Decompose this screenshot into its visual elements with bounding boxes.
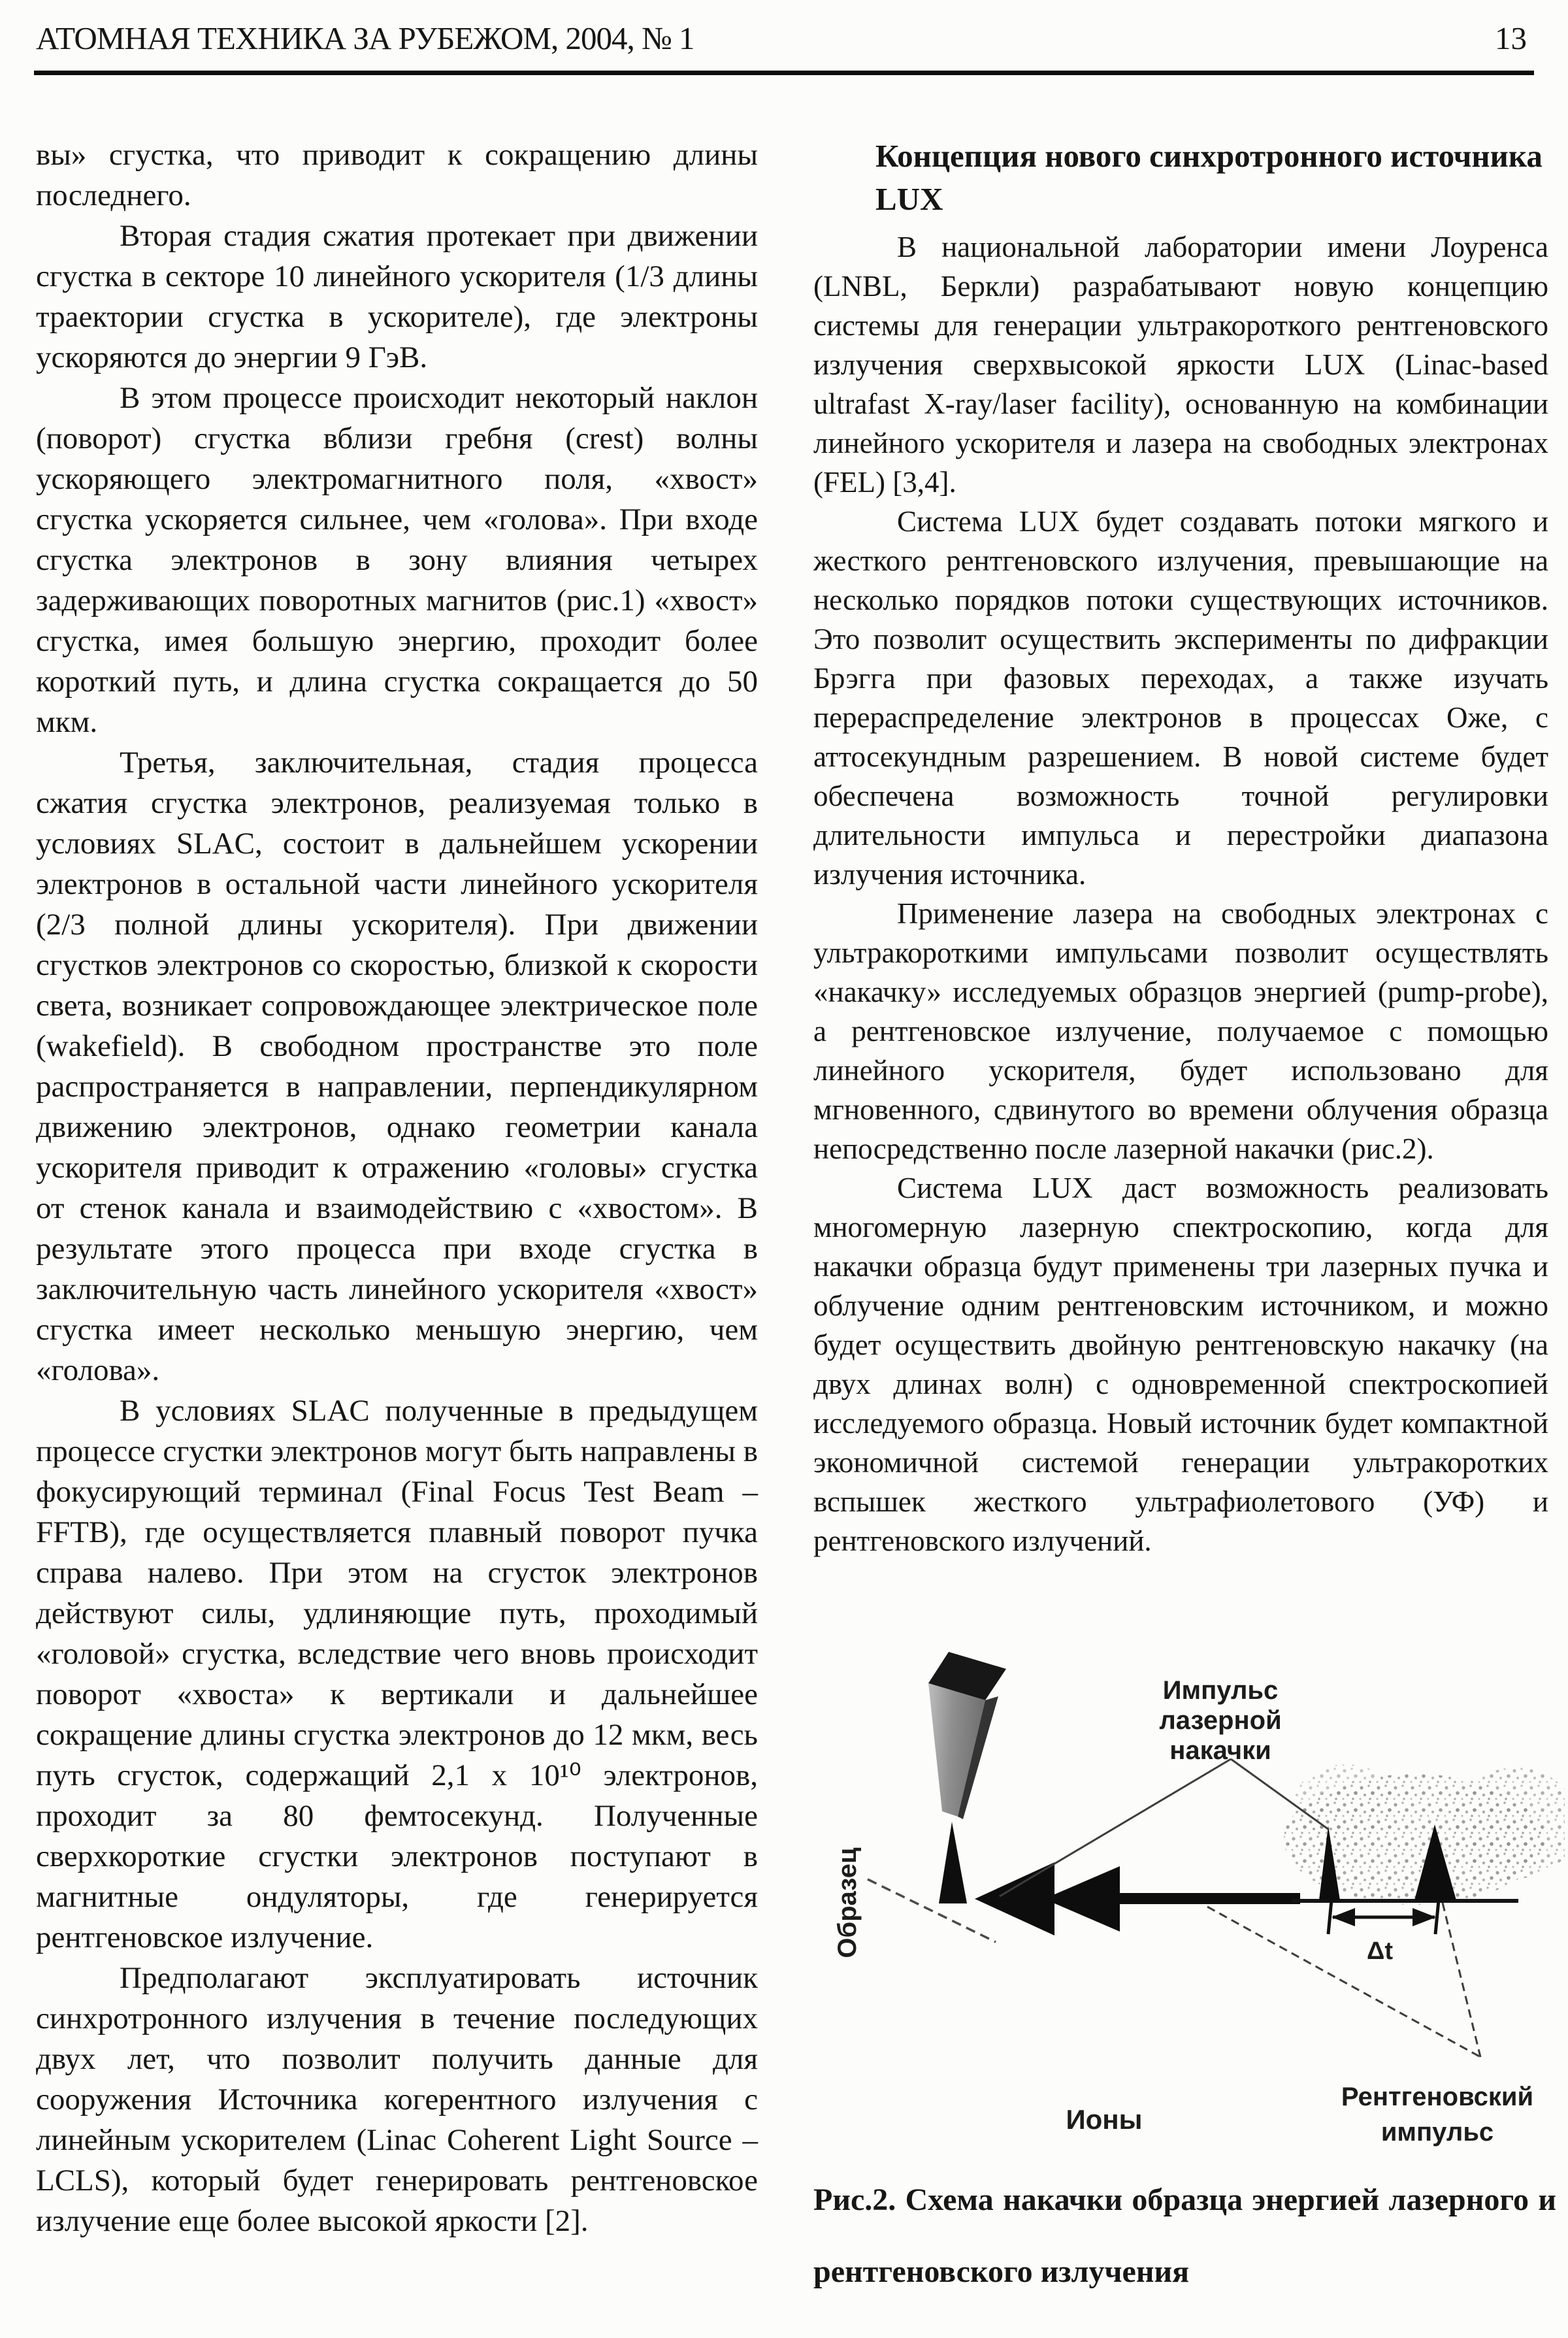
body-paragraph: вы» сгустка, что приводит к сокращению длины последнего. <box>36 138 758 212</box>
xray-pulse-label: импульс <box>1380 2118 1494 2147</box>
figure-caption: Рис.2. Схема накачки образца энергией лазерного и рентгеновского излучения <box>813 2182 1556 2289</box>
sample-plane-dashed-line <box>868 1879 996 1942</box>
section-heading: Концепция нового синхротронного источника LUX <box>875 138 1543 217</box>
body-paragraph: Вторая стадия сжатия протекает при движении сгустка в секторе 10 линейного ускорителя (1/3 длины траектории сгустка в ускорителе), где электроны ускоряются до энергии 9 ГэВ. <box>36 219 758 374</box>
sample-label: Образец <box>833 1847 862 1958</box>
ions-label: Ионы <box>1066 2104 1143 2135</box>
scan-noise-cloud <box>1294 1764 1398 1843</box>
body-paragraph: Третья, заключительная, стадия процесса сжатия сгустка электронов, реализуемая только в условиях SLAC, состоит в дальнейшем ускорении электронов в остальной части линейного ускорителя (2/3 полной длины ускорителя). При движении сгустков электронов со скоростью, близкой к скорости света, возникает сопровождающее электрическое поле (wakefield). В свободном пространстве это поле распространяется в направлении, перпендикулярном движению электронов, однако геометрии канала ускорителя приводит к отражению «головы» сгустка от стенок канала и взаимодействию с «хвостом». В результате этого процесса при входе сгустка в заключительную часть линейного ускорителя «хвост» сгустка имеет несколько меньшую энергию, чем «голова». <box>36 746 758 1387</box>
delta-t-arrow <box>1328 1900 1439 1934</box>
header-divider <box>34 71 1534 75</box>
xray-label-leader-left <box>1207 1907 1480 2057</box>
sample-pulse-spike <box>939 1822 967 1903</box>
page-header <box>36 20 1532 65</box>
pump-pulse-label: накачки <box>1169 1736 1271 1765</box>
journal-title: АТОМНАЯ ТЕХНИКА ЗА РУБЕЖОМ, 2004, № 1 <box>36 20 694 56</box>
body-paragraph: В национальной лаборатории имени Лоуренса (LNBL, Беркли) разрабатывают новую концепцию системы для генерации ультракороткого рентгеновского излучения сверхвысокой яркости LUX (Linac-based ultrafast X-ray/laser facility), основанную на комбинации линейного ускорителя и лазера на свободных электронах (FEL) [3,4]. <box>813 231 1548 499</box>
pump-pulse-label: Импульс <box>1162 1676 1279 1705</box>
pump-pulse-label: лазерной <box>1159 1706 1282 1735</box>
xray-label-leader-right <box>1443 1903 1480 2057</box>
sample-crystal <box>928 1652 1006 1819</box>
body-paragraph: Применение лазера на свободных электронах с ультракороткими импульсами позволит осуществлять «накачку» исследуемых образцов энергией (pump-probe), а рентгеновское излучение, получаемое с помощью линейного ускорителя, будет использовано для мгновенного, сдвинутого во времени облучения образца непосредственно после лазерной накачки (рис.2). <box>813 897 1548 1165</box>
ion-beam-arrow <box>975 1862 1300 1935</box>
delta-t-label: Δt <box>1367 1937 1393 1965</box>
right-column <box>813 135 1548 1560</box>
left-column <box>36 135 758 2241</box>
body-paragraph: В условиях SLAC полученные в предыдущем процессе сгустки электронов могут быть направлены в фокусирующий терминал (Final Focus Test Beam – FFTB), где осуществляется плавный поворот пучка справа налево. При этом на сгусток электронов действуют силы, удлиняющие путь, проходимый «головой» сгустка, вследствие чего вновь происходит поворот «хвоста» к вертикали и дальнейшее сокращение длины сгустка электронов до 12 мкм, весь путь сгусток, содержащий 2,1 х 10¹⁰ электронов, проходит за 80 фемтосекунд. Полученные сверхкороткие сгустки электронов поступают в магнитные ондуляторы, где генерируется рентгеновское излучение. <box>36 1394 758 1954</box>
body-paragraph: Система LUX будет создавать потоки мягкого и жесткого рентгеновского излучения, превышающие на несколько порядков потоки существующих источников. Это позволит осуществить эксперименты по дифракции Брэгга при фазовых переходах, а также изучать перераспределение электронов в процессах Оже, с аттосекундным разрешением. В новой системе будет обеспечена возможность точной регулировки длительности импульса и перестройки диапазона излучения источника. <box>813 505 1548 891</box>
figure-2-schematic <box>813 1634 1565 2156</box>
body-paragraph: Предполагают эксплуатировать источник синхротронного излучения в течение последующих двух лет, что позволит получить данные для сооружения Источника когерентного излучения с линейным ускорителем (Linac Coherent Light Source – LCLS), который будет генерировать рентгеновское излучение еще более высокой яркости [2]. <box>36 1961 758 2238</box>
body-paragraph: В этом процессе происходит некоторый наклон (поворот) сгустка вблизи гребня (crest) волны ускоряющего электромагнитного поля, «хвост» сгустка ускоряется сильнее, чем «голова». При входе сгустка электронов в зону влияния четырех задерживающих поворотных магнитов (рис.1) «хвост» сгустка, имея большую энергию, проходит более короткий путь, и длина сгустка сокращается до 50 мкм. <box>36 381 758 739</box>
xray-pulse-label: Рентгеновский <box>1341 2083 1534 2111</box>
body-paragraph: Система LUX даст возможность реализовать многомерную лазерную спектроскопию, когда для накачки образца будут применены три лазерных пучка и облучение одним рентгеновским источником, и можно будет осуществить двойную рентгеновскую накачку (на двух длинах волн) с одновременной спектроскопией исследуемого образца. Новый источник будет компактной экономичной системой генерации ультракоротких вспышек жесткого ультрафиолетового (УФ) и рентгеновского излучений. <box>813 1172 1548 1557</box>
page-number: 13 <box>1495 20 1527 56</box>
